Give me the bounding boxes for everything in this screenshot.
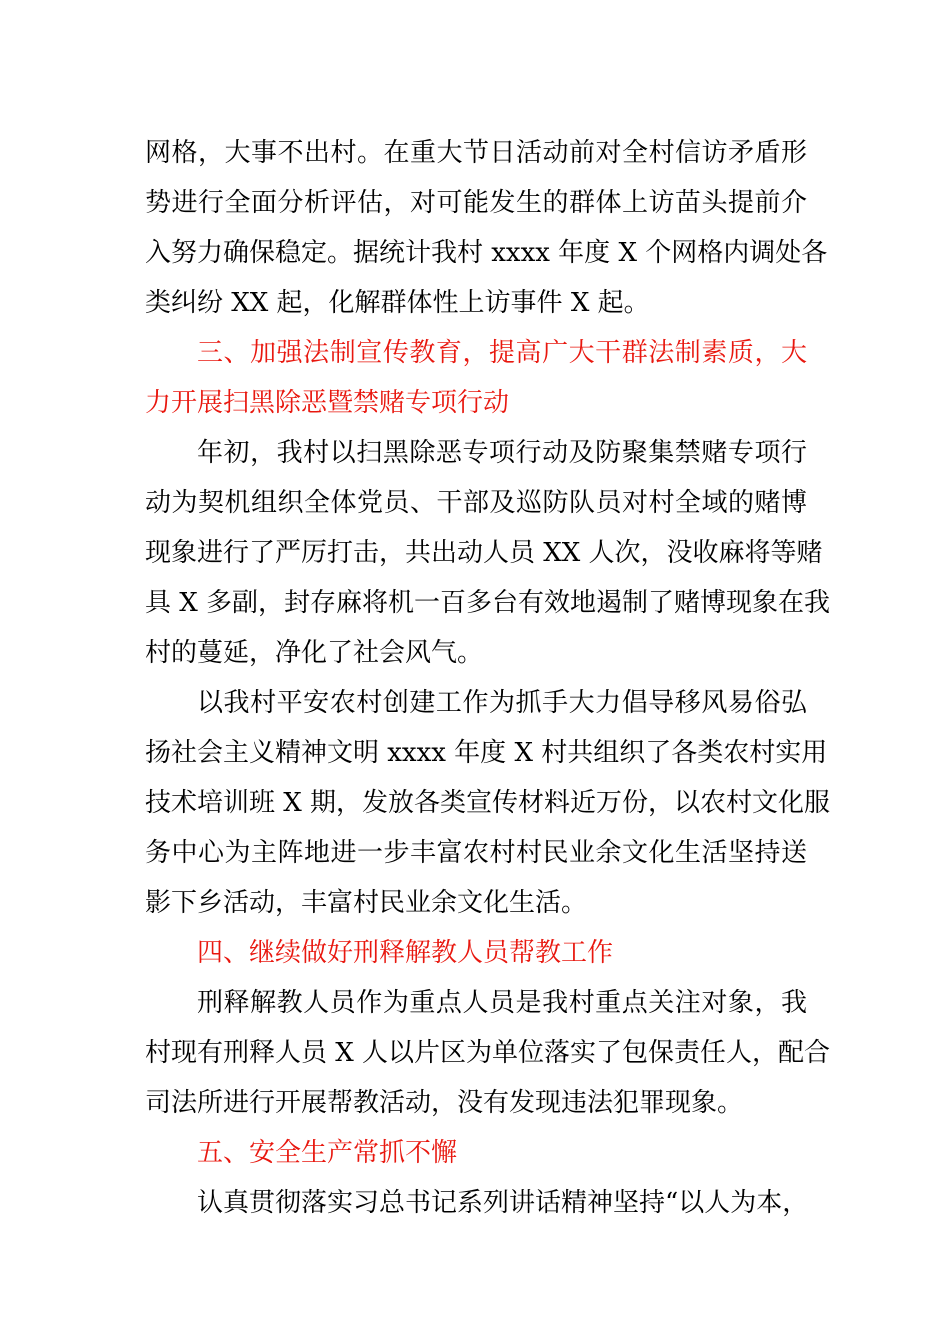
body-text-line: 村的蔓延，净化了社会风气。 — [145, 638, 484, 668]
body-text-line: 扬社会主义精神文明 xxxx 年度 X 村共组织了各类农村实用 — [145, 738, 828, 768]
body-text-line: 技术培训班 X 期，发放各类宣传材料近万份，以农村文化服 — [145, 788, 831, 818]
paragraph-first-line: 以我村平安农村创建工作为抓手大力倡导移风易俗弘 — [197, 688, 807, 718]
body-text-line: 现象进行了严厉打击，共出动人员 XX 人次，没收麻将等赌 — [145, 538, 823, 568]
body-text-line: 类纠纷 XX 起，化解群体性上访事件 X 起。 — [145, 288, 650, 318]
body-text-line: 网格，大事不出村。在重大节日活动前对全村信访矛盾形 — [145, 138, 807, 168]
body-text-line: 动为契机组织全体党员、干部及巡防队员对村全域的赌博 — [145, 488, 807, 518]
body-text-line: 入努力确保稳定。据统计我村 xxxx 年度 X 个网格内调处各 — [145, 238, 828, 268]
body-text-line: 司法所进行开展帮教活动，没有发现违法犯罪现象。 — [145, 1088, 744, 1118]
body-text-line: 具 X 多副，封存麻将机一百多台有效地遏制了赌博现象在我 — [145, 588, 831, 618]
paragraph-first-line: 认真贯彻落实习总书记系列讲话精神坚持“以人为本， — [197, 1188, 809, 1218]
section-heading-5: 五、安全生产常抓不懈 — [197, 1138, 458, 1168]
paragraph-first-line: 年初，我村以扫黑除恶专项行动及防聚集禁赌专项行 — [197, 438, 807, 468]
section-heading-3: 三、加强法制宣传教育，提高广大干群法制素质，大 — [197, 338, 807, 368]
body-text-line: 影下乡活动，丰富村民业余文化生活。 — [145, 888, 588, 918]
body-text-line: 村现有刑释人员 X 人以片区为单位落实了包保责任人，配合 — [145, 1038, 831, 1068]
section-heading-4: 四、继续做好刑释解教人员帮教工作 — [197, 938, 614, 968]
body-text-line: 势进行全面分析评估，对可能发生的群体上访苗头提前介 — [145, 188, 807, 218]
paragraph-first-line: 刑释解教人员作为重点人员是我村重点关注对象，我 — [197, 988, 807, 1018]
body-text-line: 务中心为主阵地进一步丰富农村村民业余文化生活坚持送 — [145, 838, 807, 868]
section-heading-3-continued: 力开展扫黑除恶暨禁赌专项行动 — [145, 388, 510, 418]
